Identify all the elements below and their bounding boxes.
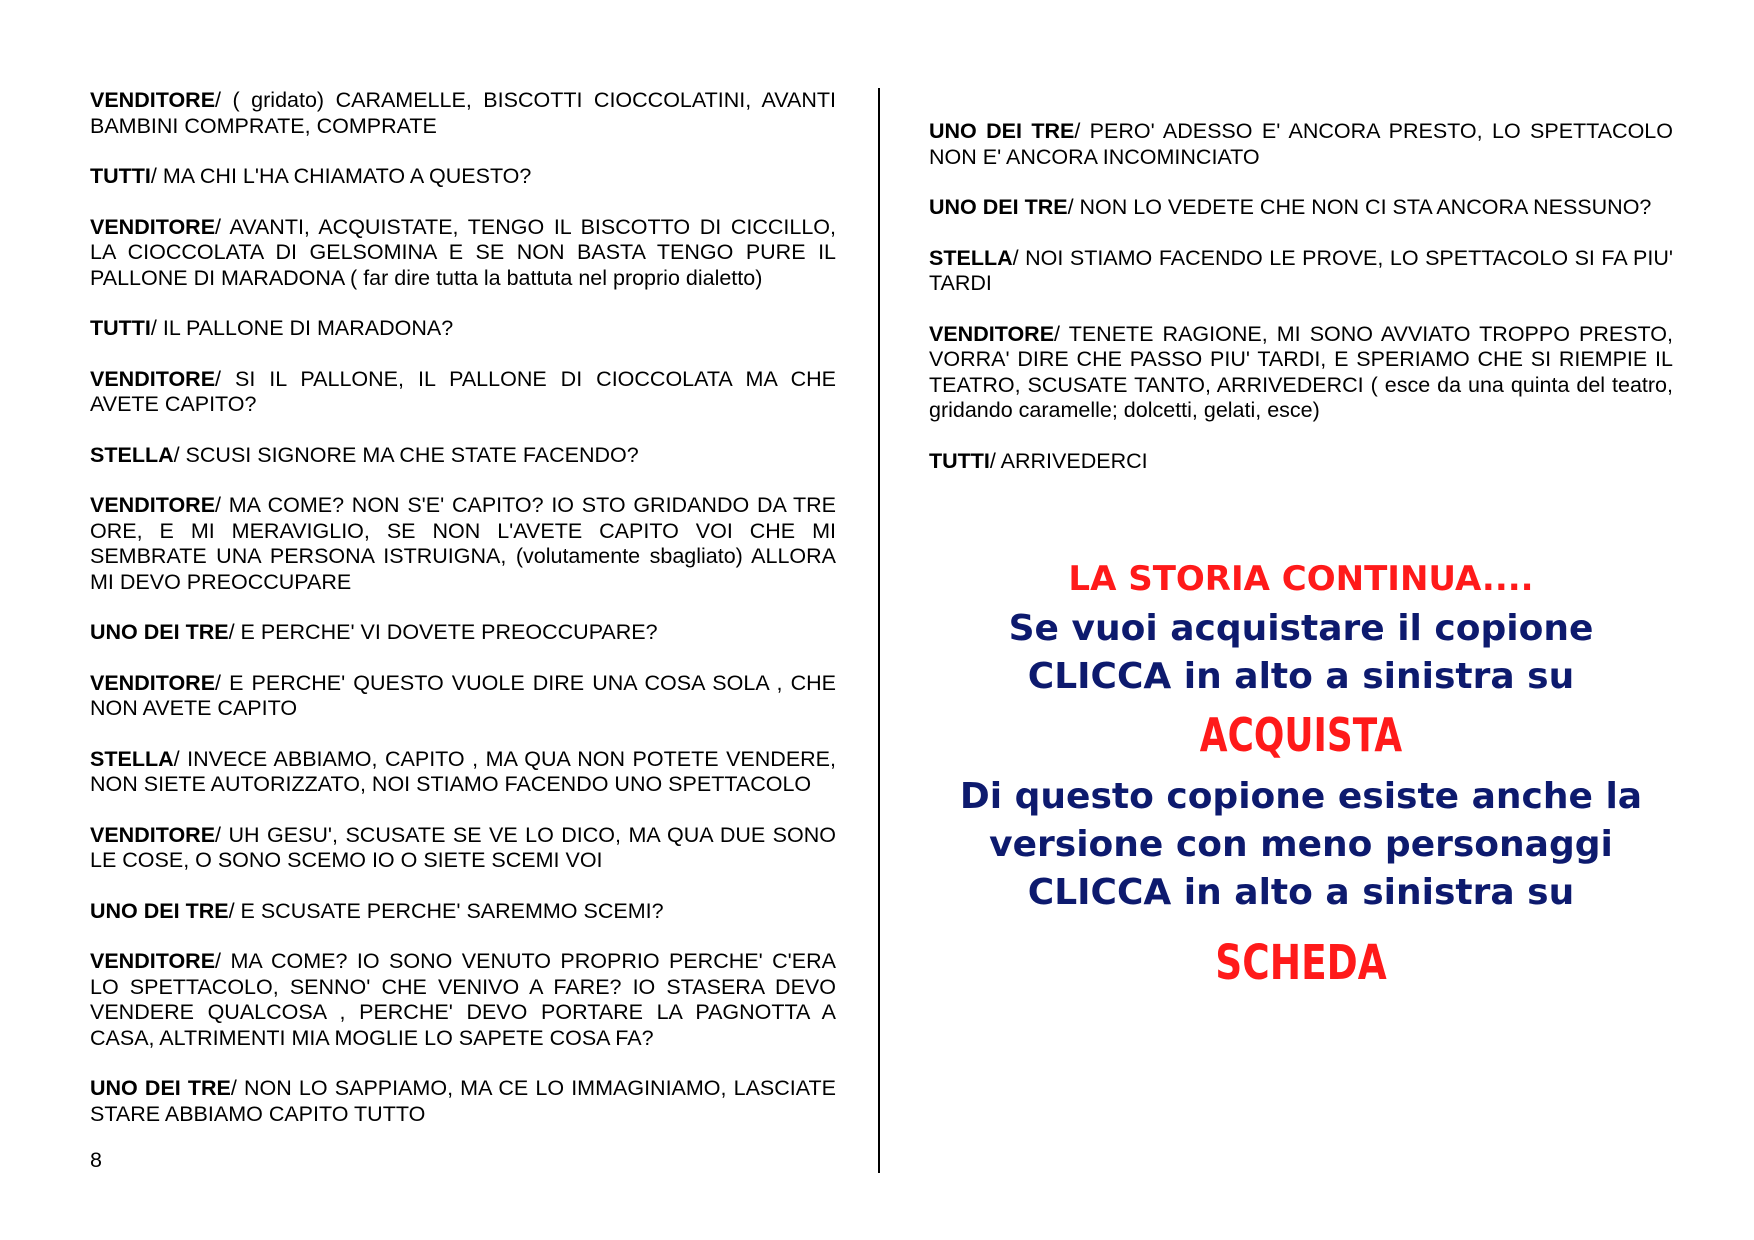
dialogue-line bbox=[90, 367, 836, 418]
speaker-name: UNO DEI TRE bbox=[90, 898, 229, 923]
speaker-name: UNO DEI TRE bbox=[90, 1076, 231, 1100]
dialogue-line bbox=[90, 899, 836, 925]
promo-banner bbox=[929, 555, 1673, 995]
dialogue-text: / PERO' ADESSO E' ANCORA PRESTO, LO SPETTACOLO NON E' ANCORA INCOMINCIATO bbox=[929, 119, 1673, 169]
dialogue-text: / NOI STIAMO FACENDO LE PROVE, LO SPETTACOLO SI FA PIU' TARDI bbox=[929, 245, 1673, 295]
dialogue-line bbox=[90, 747, 836, 798]
speaker-name: VENDITORE bbox=[90, 822, 216, 847]
dialogue-text: / IL PALLONE DI MARADONA? bbox=[150, 316, 454, 340]
promo-text-click-2: CLICCA in alto a sinistra su bbox=[1027, 872, 1575, 913]
speaker-name: STELLA bbox=[90, 746, 174, 771]
dialogue-line bbox=[90, 88, 836, 139]
promo-text-characters: versione con meno personaggi bbox=[989, 824, 1613, 865]
dialogue-line bbox=[90, 671, 836, 722]
speaker-name: VENDITORE bbox=[90, 670, 216, 695]
dialogue-line bbox=[929, 246, 1673, 297]
scheda-link[interactable]: SCHEDA bbox=[1215, 935, 1387, 991]
acquista-link[interactable]: ACQUISTA bbox=[1199, 708, 1403, 762]
dialogue-text: / E SCUSATE PERCHE' SAREMMO SCEMI? bbox=[228, 898, 664, 923]
speaker-name: UNO DEI TRE bbox=[90, 620, 229, 644]
speaker-name: VENDITORE bbox=[90, 493, 216, 517]
dialogue-line bbox=[929, 119, 1673, 170]
speaker-name: STELLA bbox=[90, 442, 174, 467]
dialogue-text: / ( gridato) CARAMELLE, BISCOTTI CIOCCOLATINI, AVANTI BAMBINI COMPRATE, COMPRATE bbox=[90, 88, 836, 138]
speaker-name: VENDITORE bbox=[90, 88, 216, 112]
dialogue-line bbox=[90, 443, 836, 469]
dialogue-text: / NON LO SAPPIAMO, MA CE LO IMMAGINIAMO, LASCIATE STARE ABBIAMO CAPITO TUTTO bbox=[90, 1076, 836, 1126]
dialogue-line bbox=[90, 823, 836, 874]
speaker-name: TUTTI bbox=[90, 316, 151, 340]
dialogue-line bbox=[929, 195, 1673, 221]
speaker-name: VENDITORE bbox=[929, 321, 1055, 346]
dialogue-text: / MA COME? NON S'E' CAPITO? IO STO GRIDANDO DA TRE ORE, E MI MERAVIGLIO, SE NON L'AVETE CAPITO VOI CHE MI SEMBRATE UNA PERSONA ISTRUIGNA, (volutamente sbagliato) ALLORA MI DEVO PREOCCUPARE bbox=[90, 493, 836, 594]
speaker-name: TUTTI bbox=[90, 164, 151, 188]
dialogue-text: / MA CHI L'HA CHIAMATO A QUESTO? bbox=[150, 164, 532, 188]
dialogue-text: / SCUSI SIGNORE MA CHE STATE FACENDO? bbox=[173, 442, 639, 467]
dialogue-text: / UH GESU', SCUSATE SE VE LO DICO, MA QUA DUE SONO LE COSE, O SONO SCEMO IO O SIETE SCEMI VOI bbox=[90, 822, 836, 872]
dialogue-text: / MA COME? IO SONO VENUTO PROPRIO PERCHE' C'ERA LO SPETTACOLO, SENNO' CHE VENIVO A FARE? IO STASERA DEVO VENDERE QUALCOSA , PERCHE' DEVO PORTARE LA PAGNOTTA A CASA, ALTRIMENTI MIA MOGLIE LO SAPETE COSA FA? bbox=[90, 949, 836, 1050]
speaker-name: TUTTI bbox=[929, 448, 990, 473]
promo-headline: LA STORIA CONTINUA.... bbox=[1068, 559, 1534, 599]
left-column bbox=[90, 88, 836, 1127]
dialogue-line bbox=[90, 949, 836, 1051]
speaker-name: VENDITORE bbox=[90, 214, 216, 239]
promo-text-click: CLICCA in alto a sinistra su bbox=[1027, 656, 1575, 697]
dialogue-text: / TENETE RAGIONE, MI SONO AVVIATO TROPPO PRESTO, VORRA' DIRE CHE PASSO PIU' TARDI, E SPERIAMO CHE SI RIEMPIE IL TEATRO, SCUSATE TANTO, ARRIVEDERCI ( esce da una quinta del teatro, gridando caramelle; dolcetti, gelati, esce) bbox=[929, 321, 1673, 422]
promo-text-buy: Se vuoi acquistare il copione bbox=[1008, 608, 1594, 649]
dialogue-text: / E PERCHE' VI DOVETE PREOCCUPARE? bbox=[228, 620, 658, 644]
speaker-name: VENDITORE bbox=[90, 366, 216, 391]
speaker-name: VENDITORE bbox=[90, 949, 216, 973]
dialogue-line bbox=[929, 322, 1673, 424]
dialogue-text: / NON LO VEDETE CHE NON CI STA ANCORA NESSUNO? bbox=[1067, 195, 1652, 219]
speaker-name: UNO DEI TRE bbox=[929, 195, 1068, 219]
promo-text-version: Di questo copione esiste anche la bbox=[959, 776, 1643, 817]
column-divider bbox=[878, 88, 880, 1173]
dialogue-line bbox=[90, 164, 836, 190]
dialogue-text: / SI IL PALLONE, IL PALLONE DI CIOCCOLATA MA CHE AVETE CAPITO? bbox=[90, 366, 836, 416]
dialogue-line bbox=[90, 620, 836, 646]
dialogue-text: / E PERCHE' QUESTO VUOLE DIRE UNA COSA SOLA , CHE NON AVETE CAPITO bbox=[90, 670, 836, 720]
dialogue-line bbox=[90, 1076, 836, 1127]
dialogue-line bbox=[90, 316, 836, 342]
dialogue-text: / AVANTI, ACQUISTATE, TENGO IL BISCOTTO DI CICCILLO, LA CIOCCOLATA DI GELSOMINA E SE NON BASTA TENGO PURE IL PALLONE DI MARADONA ( far dire tutta la battuta nel proprio dialetto) bbox=[90, 214, 836, 290]
dialogue-line bbox=[90, 493, 836, 595]
page-number: 8 bbox=[90, 1148, 102, 1172]
speaker-name: STELLA bbox=[929, 245, 1013, 270]
right-column bbox=[929, 119, 1673, 499]
speaker-name: UNO DEI TRE bbox=[929, 119, 1075, 143]
dialogue-text: / ARRIVEDERCI bbox=[989, 448, 1148, 473]
dialogue-text: / INVECE ABBIAMO, CAPITO , MA QUA NON POTETE VENDERE, NON SIETE AUTORIZZATO, NOI STIAMO FACENDO UNO SPETTACOLO bbox=[90, 746, 836, 796]
dialogue-line bbox=[929, 449, 1673, 475]
dialogue-line bbox=[90, 215, 836, 292]
